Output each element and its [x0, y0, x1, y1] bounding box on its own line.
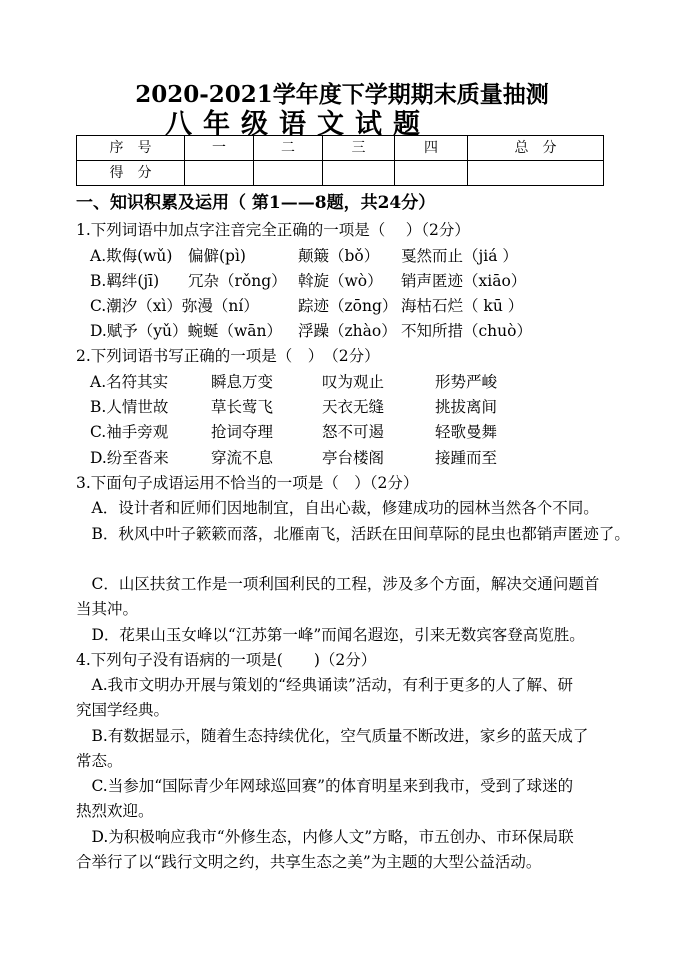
option-item: D.纷至沓来 — [90, 449, 169, 467]
option-item: C.袖手旁观 — [90, 423, 169, 441]
question-4-line: 合举行了以“践行文明之约，共享生态之美”为主题的大型公益活动。 — [76, 853, 542, 871]
option-item: A.欺侮(wǔ) — [90, 247, 173, 265]
option-item: 偏僻(pì) — [188, 247, 246, 265]
option-item: 亭台楼阁 — [322, 449, 385, 467]
score-table-cell: 序 号 — [77, 136, 185, 161]
score-table-cell: 三 — [323, 136, 395, 161]
question-4-line: D.为积极响应我市“外修生态，内修人文”方略，市五创办、市环保局联 — [76, 828, 574, 846]
question-4-line: C.当参加“国际青少年网球巡回赛”的体育明星来到我市，受到了球迷的 — [76, 777, 574, 795]
question-3-line: C．山区扶贫工作是一项利国利民的工程，涉及多个方面，解决交通问题首 — [76, 575, 600, 593]
option-item: A.名符其实 — [90, 373, 169, 391]
score-table-cell: 二 — [254, 136, 323, 161]
option-item: 斡旋（wò） — [298, 272, 383, 290]
question-3-stem: 3.下面句子成语运用不恰当的一项是（ ）（2分） — [76, 474, 419, 492]
score-table-cell: 一 — [185, 136, 254, 161]
exam-title-subject: 八年级语文试题 — [165, 109, 431, 140]
option-item: 不知所措（chuò） — [401, 322, 532, 340]
option-item: 戛然而止（jiá ） — [401, 247, 518, 265]
option-item: 颠簸（bǒ） — [298, 247, 380, 265]
question-3-line: 当其冲。 — [76, 600, 139, 618]
option-item: 抢词夺理 — [211, 423, 274, 441]
option-item: 接踵而至 — [435, 449, 498, 467]
question-2-option-row — [90, 396, 610, 418]
question-2-option-row — [90, 421, 610, 443]
question-2-option-row — [90, 447, 610, 469]
option-item: 海枯石烂（ kū ） — [401, 297, 524, 315]
question-2-option-row — [90, 371, 610, 393]
option-item: 草长莺飞 — [211, 398, 274, 416]
option-item: 踪迹（zōng） — [298, 297, 398, 315]
option-item: 销声匿迹（xiāo） — [401, 272, 527, 290]
question-1-option-row — [90, 320, 650, 342]
question-4-line: A.我市文明办开展与策划的“经典诵读”活动，有利于更多的人了解、研 — [76, 676, 573, 694]
question-1-stem: 1.下列词语中加点字注音完全正确的一项是（ ）（2分） — [76, 221, 470, 239]
question-1-option-row — [90, 295, 650, 317]
option-item: C.潮汐（xì）弥漫（ní） — [90, 297, 259, 315]
option-item: 浮躁（zhào） — [298, 322, 397, 340]
score-table-cell: 四 — [395, 136, 468, 161]
option-item: 挑拔离间 — [435, 398, 498, 416]
option-item: 天衣无缝 — [322, 398, 385, 416]
option-item: 轻歌曼舞 — [435, 423, 498, 441]
question-2-stem: 2.下列词语书写正确的一项是（ ） （2分） — [76, 347, 380, 365]
option-item: 叹为观止 — [322, 373, 385, 391]
exam-title-year: 2020-2021学年度下学期期末质量抽测 — [135, 81, 549, 108]
option-item: 怒不可遏 — [322, 423, 385, 441]
question-4-line: 热烈欢迎。 — [76, 802, 154, 820]
option-item: 穿流不息 — [211, 449, 274, 467]
score-table-cell: 总 分 — [468, 136, 604, 161]
question-3-line: D．花果山玉女峰以“江苏第一峰”而闻名遐迩，引来无数宾客登高览胜。 — [76, 626, 585, 644]
section-heading: 一、知识积累及运用（ 第1——8题，共24分） — [76, 193, 436, 213]
option-item: B.人情世故 — [90, 398, 169, 416]
option-item: B.羁绊(jī) — [90, 272, 160, 290]
question-1-option-row — [90, 270, 650, 292]
question-3-line: B．秋风中叶子簌簌而落，北雁南飞，活跃在田间草际的昆虫也都销声匿迹了。 — [76, 525, 630, 543]
option-item: D.赋予（yǔ）蜿蜒（wān） — [90, 322, 283, 340]
question-4-line: B.有数据显示，随着生态持续优化，空气质量不断改进，家乡的蓝天成了 — [76, 727, 589, 745]
question-1-option-row — [90, 245, 650, 267]
option-item: 瞬息万变 — [211, 373, 274, 391]
question-4-line: 究国学经典。 — [76, 701, 170, 719]
option-item: 形势严峻 — [435, 373, 498, 391]
score-table-cell: 得 分 — [77, 161, 185, 186]
question-3-line: A．设计者和匠师们因地制宜，自出心裁，修建成功的园林当然各个不同。 — [76, 499, 599, 517]
option-item: 冗杂（rǒng） — [188, 272, 287, 290]
question-4-stem: 4.下列句子没有语病的一项是( )（2分） — [76, 651, 377, 669]
question-4-line: 常态。 — [76, 752, 123, 770]
